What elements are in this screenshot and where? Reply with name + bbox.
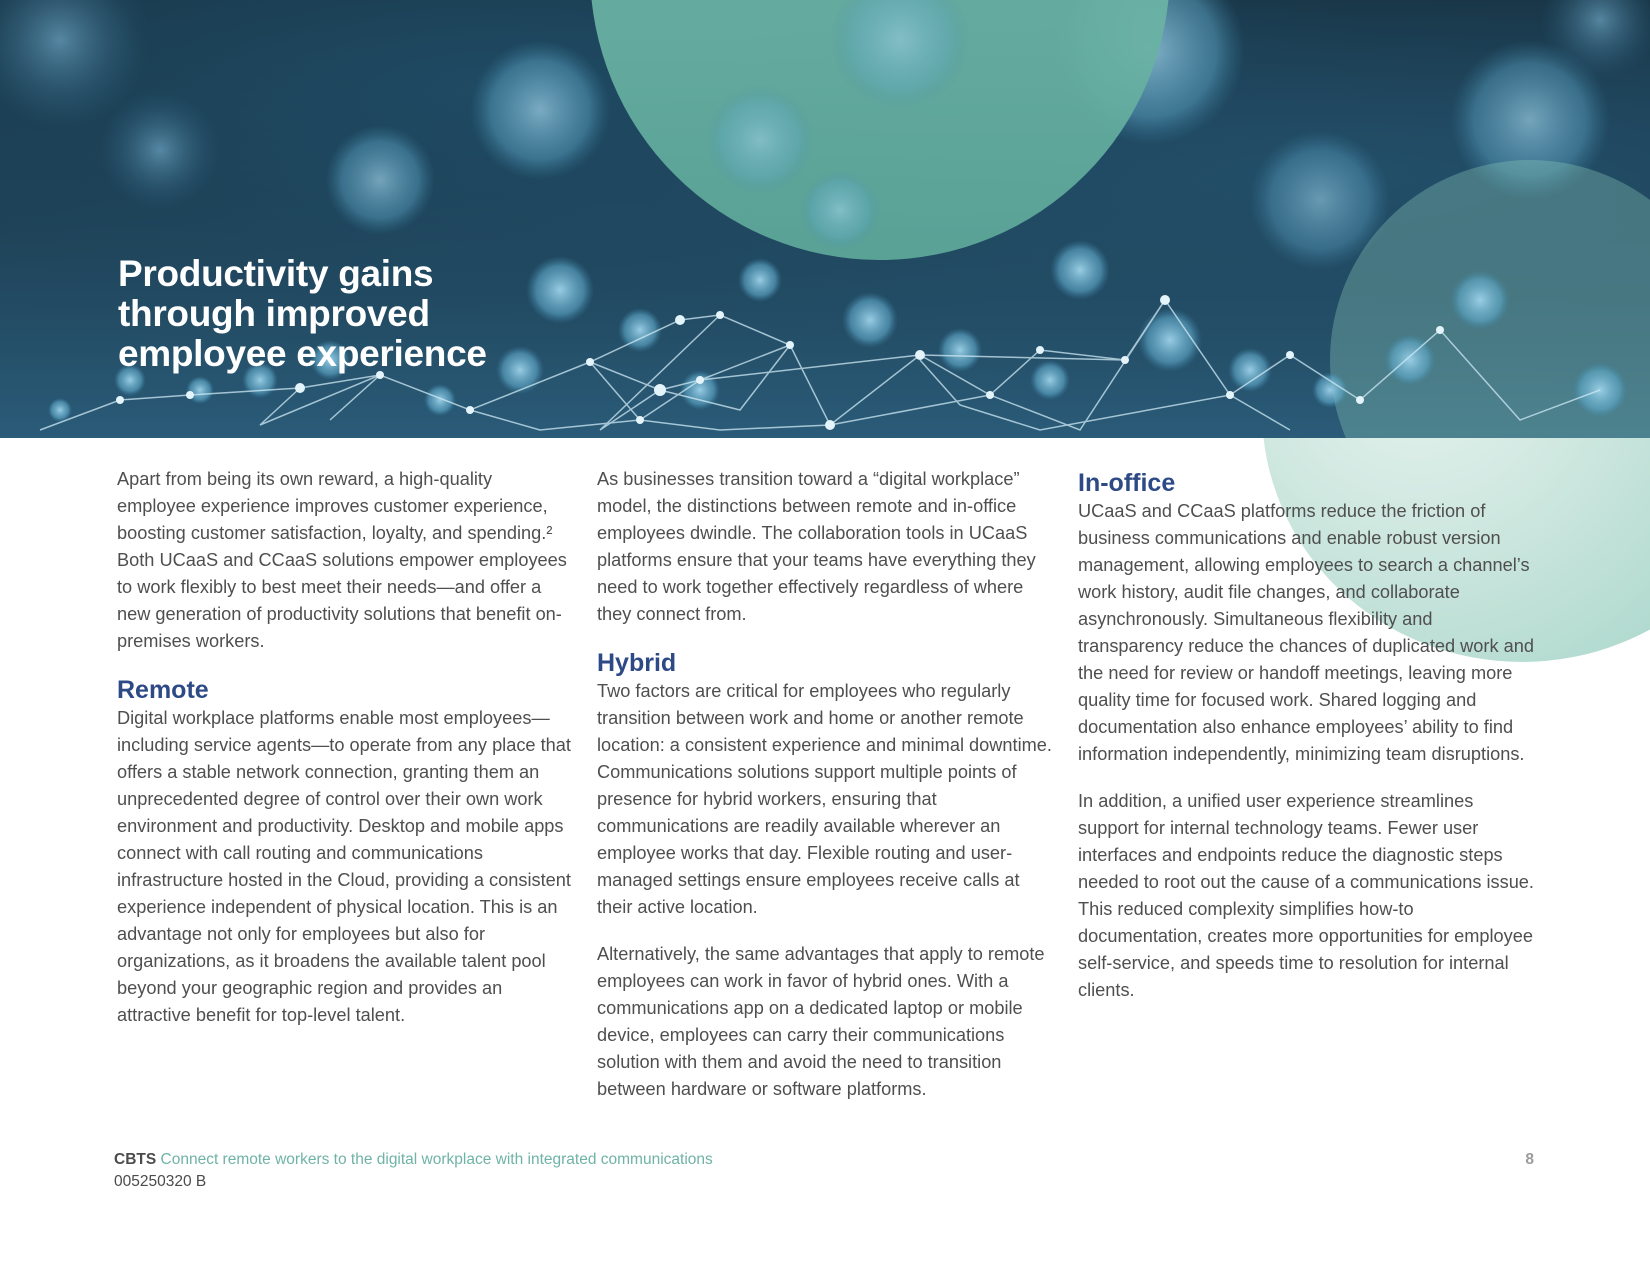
document-code: 005250320 B — [114, 1173, 207, 1190]
column-left — [117, 466, 575, 1049]
page-footer — [114, 1149, 1534, 1193]
footer-line — [114, 1149, 1534, 1171]
title-line-2: through improved — [118, 293, 430, 334]
page-number: 8 — [1525, 1151, 1534, 1168]
hybrid-paragraph-1: Two factors are critical for employees who regularly transition between work and home or another remote location: a consistent experience and minimal downtime. Communications solutions support multiple points of presence for hybrid workers, ensuring that communications are readily available wherever an employee works that day. Flexible routing and user-managed settings ensure employees receive calls at their active location. — [597, 681, 1052, 917]
inoffice-paragraph-2: In addition, a unified user experience streamlines support for internal technology teams. Fewer user interfaces and endpoints reduce the diagnostic steps needed to root out the cause of a communications issue. This reduced complexity simplifies how-to documentation, creates more opportunities for employee self-service, and speeds time to resolution for internal clients. — [1078, 791, 1534, 1000]
title-line-1: Productivity gains — [118, 253, 434, 294]
remote-paragraph: Digital workplace platforms enable most employees—including service agents—to operate from any place that offers a stable network connection, granting them an unprecedented degree of control over their own work environment and productivity. Desktop and mobile apps connect with call routing and communications infrastructure hosted in the Cloud, providing a consistent experience independent of physical location. This is an advantage not only for employees but also for organizations, as it broadens the available talent pool beyond your geographic region and provides an attractive benefit for top-level talent. — [117, 708, 571, 1025]
hybrid-heading: Hybrid — [597, 649, 677, 677]
remote-heading: Remote — [117, 676, 209, 704]
page-title — [118, 254, 578, 374]
digital-workplace-paragraph: As businesses transition toward a “digital workplace” model, the distinctions between remote and in-office employees dwindle. The collaboration tools in UCaaS platforms ensure that your teams have everything they need to work together effectively regardless of where they connect from. — [597, 469, 1036, 624]
brand-name: CBTS — [114, 1151, 157, 1168]
intro-paragraph: Apart from being its own reward, a high-quality employee experience improves customer experience, boosting customer satisfaction, loyalty, and spending.² Both UCaaS and CCaaS solutions empower employees to work flexibly to best meet their needs—and offer a new generation of productivity solutions that benefit on-premises workers. — [117, 469, 567, 651]
inoffice-heading: In-office — [1078, 469, 1176, 497]
hybrid-paragraph-2: Alternatively, the same advantages that apply to remote employees can work in favor of hybrid ones. With a communications app on a dedicated laptop or mobile device, employees can carry their communications solution with them and avoid the need to transition between hardware or software platforms. — [597, 944, 1045, 1099]
column-middle — [597, 466, 1055, 1123]
hero-banner — [0, 0, 1650, 438]
document-subtitle: Connect remote workers to the digital workplace with integrated communications — [160, 1151, 713, 1168]
column-right — [1078, 468, 1536, 1024]
inoffice-paragraph-1: UCaaS and CCaaS platforms reduce the friction of business communications and enable robust version management, allowing employees to search a channel’s work history, audit file changes, and collaborate asynchronously. Simultaneous flexibility and transparency reduce the chances of duplicated work and the need for review or handoff meetings, leaving more quality time for focused work. Shared logging and documentation also enhance employees’ ability to find information independently, minimizing team disruptions. — [1078, 501, 1534, 764]
title-line-3: employee experience — [118, 333, 487, 374]
